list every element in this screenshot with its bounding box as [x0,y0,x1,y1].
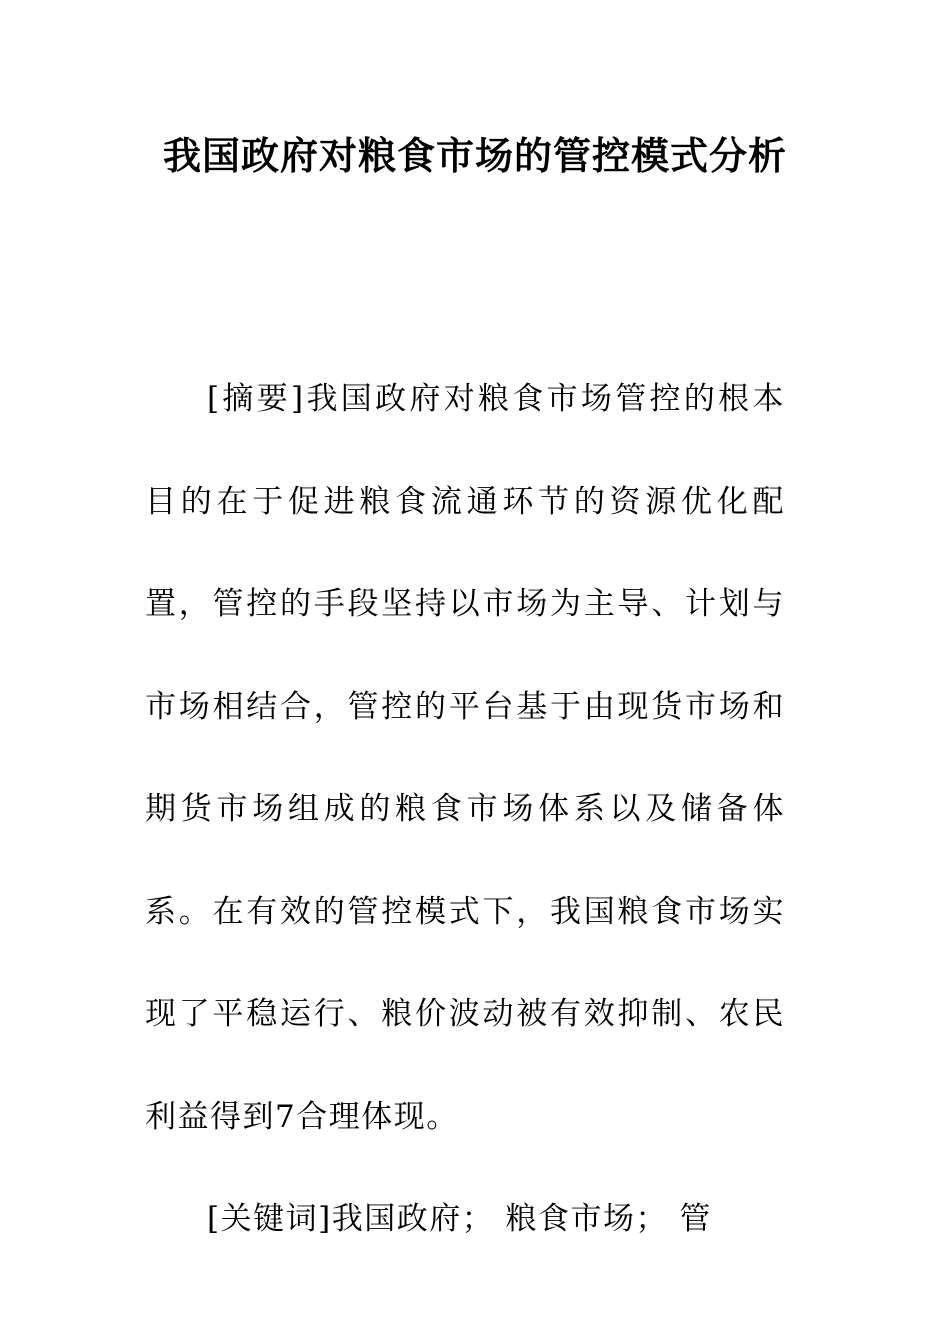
abstract-paragraph: [摘要]我国政府对粮食市场管控的根本目的在于促进粮食流通环节的资源优化配置，管控的手段坚持以市场为主导、计划与市场相结合，管控的平台基于由现货市场和期货市场组成的粮食市场体系以及储备体系。在有效的管控模式下，我国粮食市场实现了平稳运行、粮价波动被有效抑制、农民利益得到7合理体现。 [145,381,785,1135]
keywords-paragraph: [关键词]我国政府； 粮食市场； 管 [207,1201,712,1237]
document-body [145,348,785,1271]
page-title: 我国政府对粮食市场的管控模式分析 [162,134,787,178]
